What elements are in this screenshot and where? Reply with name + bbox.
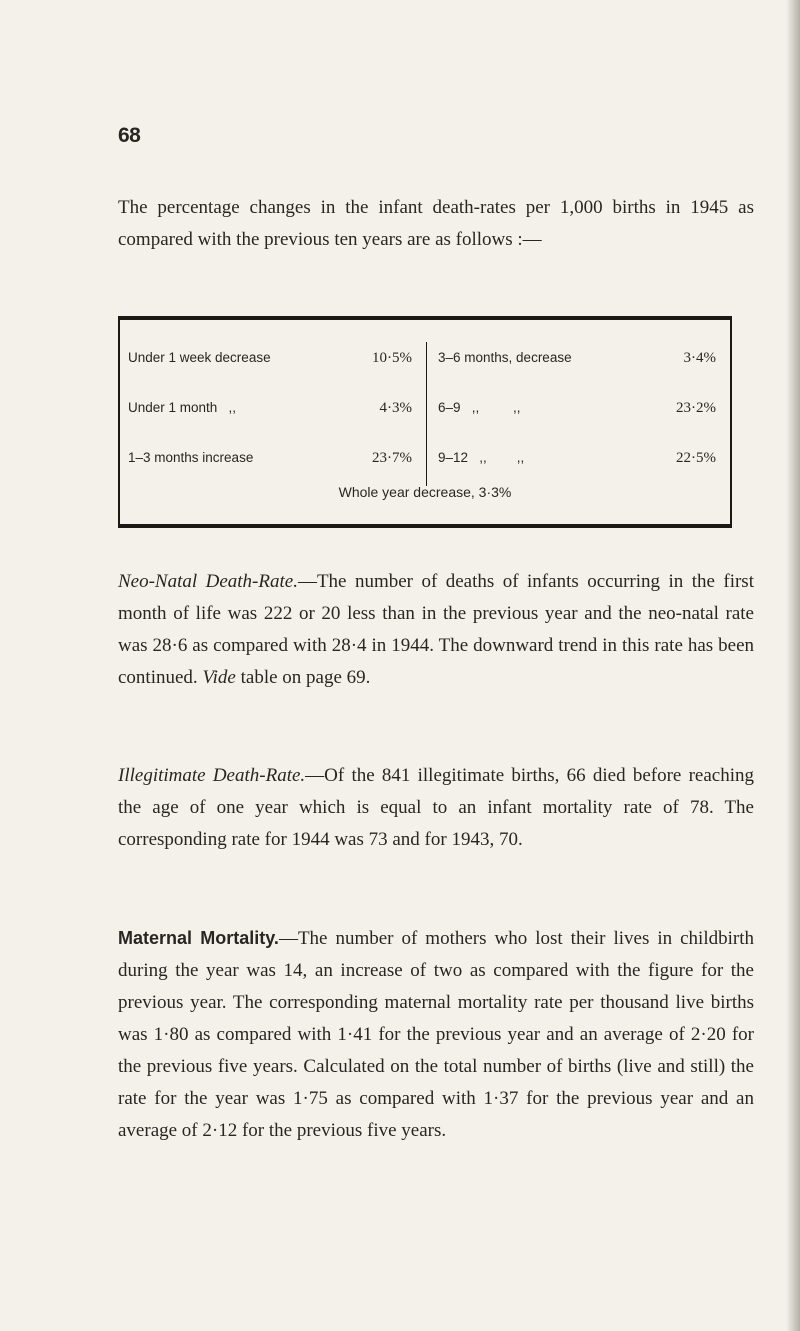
- table-row-2-right-label: 6–9 ,, ,,: [438, 400, 521, 415]
- illegitimate-heading: Illegitimate Death-Rate.: [118, 765, 306, 786]
- table-row-3-left-value: 23·7%: [372, 450, 412, 466]
- page-edge-shadow: [786, 0, 800, 1331]
- table-total: Whole year decrease, 3·3%: [338, 484, 512, 500]
- table-row-2-left-value: 4·3%: [379, 400, 412, 416]
- table-row-1-right-value: 3·4%: [683, 350, 716, 366]
- table-row-1-left-value: 10·5%: [372, 350, 412, 366]
- table-row-2-left-label: Under 1 month ,,: [128, 400, 237, 415]
- illegitimate-text: —Of the 841 illegitimate births, 66 died before reaching the age of one year which is equal to an infant mortality rate of 78. The corresponding rate for 1944 was 73 and for 1943, 70.: [118, 765, 754, 850]
- table-row-1-right-label: 3–6 months, decrease: [438, 350, 572, 365]
- table-row-1-left-label: Under 1 week decrease: [128, 350, 271, 365]
- column-divider: [426, 342, 427, 486]
- neo-natal-paragraph: [118, 566, 754, 694]
- page-number: 68: [118, 124, 141, 147]
- intro-paragraph: The percentage changes in the infant death-rates per 1,000 births in 1945 as compared with the previous ten years are as follows :—: [118, 197, 754, 250]
- table-row-3-right-label: 9–12 ,, ,,: [438, 450, 525, 465]
- maternal-paragraph: [118, 922, 754, 1147]
- neo-natal-text: —The number of deaths of infants occurring in the first month of life was 222 or 20 less than in the previous year and the neo-natal rate was 28·6 as compared with 28·4 in 1944. The downward trend in this rate has been continued.: [118, 571, 754, 688]
- maternal-heading: Maternal Mortality.: [118, 928, 279, 948]
- vide-reference: table on page 69.: [235, 667, 371, 688]
- table-row-2-right-value: 23·2%: [676, 400, 716, 416]
- maternal-text: —The number of mothers who lost their lives in childbirth during the year was 14, an increase of two as compared with the figure for the previous year. The corresponding maternal mortality rate per thousand live births was 1·80 as compared with 1·41 for the previous year and an average of 2·20 for the previous five years. Calculated on the total number of births (live and still) the rate for the year was 1·75 as compared with 1·37 for the previous year and an average of 2·12 for the previous five years.: [118, 928, 754, 1141]
- vide-word: Vide: [202, 667, 236, 688]
- neo-natal-heading: Neo-Natal Death-Rate.: [118, 571, 298, 592]
- table-row-3-right-value: 22·5%: [676, 450, 716, 466]
- death-rate-changes-table: [118, 316, 732, 528]
- table-row-3-left-label: 1–3 months increase: [128, 450, 254, 465]
- illegitimate-paragraph: [118, 760, 754, 856]
